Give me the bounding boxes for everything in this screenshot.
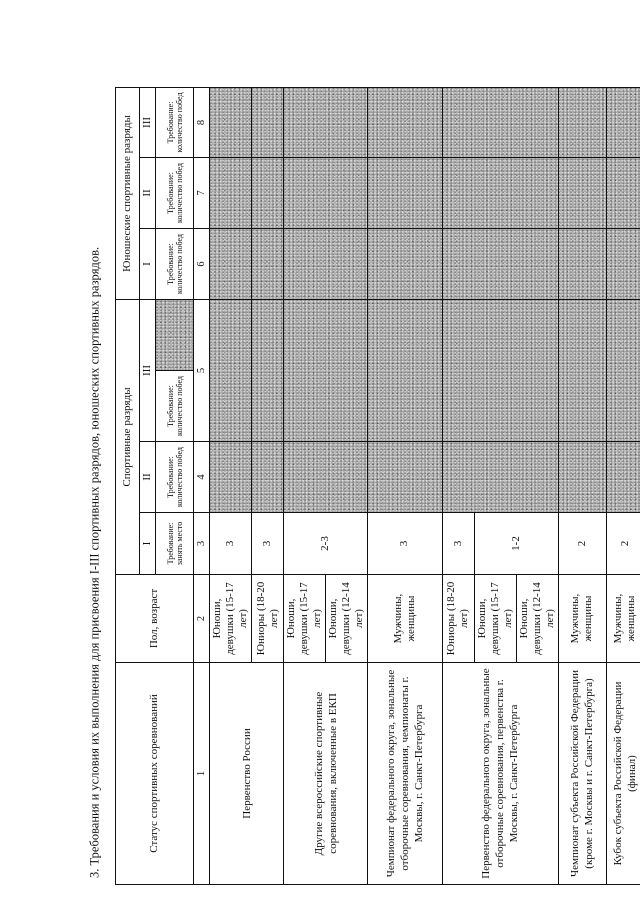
cell-status: Чемпионат федерального округа, зональные отборочные соревнования, чемпионаты г. Москвы, г. Санкт-Петербурга — [368, 663, 442, 885]
cell-status: Чемпионат субъекта Российской Федерации (кроме г. Москвы и г. Санкт-Петербурга) — [558, 663, 606, 885]
header-numbers-row — [194, 87, 210, 884]
cell-sex-age: Юноши, девушки (15-17 лет) — [284, 575, 326, 663]
cell-place: 2 — [558, 513, 606, 575]
cell-shaded — [442, 87, 558, 157]
cell-sex-age: Мужчины, женщины — [606, 575, 640, 663]
cell-shaded — [210, 299, 252, 441]
cell-sex-age: Мужчины, женщины — [558, 575, 606, 663]
cell-shaded — [442, 299, 558, 441]
cell-sex-age: Юноши, девушки (12-14 лет) — [326, 575, 368, 663]
requirements-table — [115, 87, 640, 885]
cell-shaded — [558, 442, 606, 513]
cell-shaded — [442, 442, 558, 513]
cell-sex-age: Юниоры (18-20 лет) — [442, 575, 474, 663]
cell-shaded — [606, 157, 640, 228]
cell-sex-age: Мужчины, женщины — [368, 575, 442, 663]
cell-place: 2 — [606, 513, 640, 575]
cell-shaded — [558, 299, 606, 441]
cell-place: 2-3 — [284, 513, 368, 575]
cell-shaded — [442, 157, 558, 228]
cell-shaded — [252, 228, 284, 299]
header-row-1 — [116, 87, 140, 884]
cell-shaded — [210, 87, 252, 157]
cell-shaded — [606, 442, 640, 513]
cell-shaded — [284, 157, 368, 228]
table-row — [368, 87, 442, 884]
cell-sex-age: Юноши, девушки (12-14 лет) — [516, 575, 558, 663]
cell-status: Другие всероссийские спортивные соревнования, включенные в ЕКП — [284, 663, 368, 885]
header-req-place: Требование: занять место — [156, 513, 194, 575]
cell-sex-age: Юноши, девушки (15-17 лет) — [210, 575, 252, 663]
cell-place: 1-2 — [474, 513, 558, 575]
cell-shaded — [368, 442, 442, 513]
table-row — [284, 87, 326, 884]
table-row — [558, 87, 606, 884]
cell-shaded — [606, 87, 640, 157]
cell-shaded — [442, 228, 558, 299]
header-req-wins-youth1: Требование: количество побед — [156, 228, 194, 299]
cell-shaded — [368, 87, 442, 157]
table-row — [442, 87, 474, 884]
cell-status: Первенство России — [210, 663, 284, 885]
cell-shaded — [558, 157, 606, 228]
cell-sex-age: Юниоры (18-20 лет) — [252, 575, 284, 663]
cell-shaded — [284, 228, 368, 299]
cell-place: 3 — [252, 513, 284, 575]
col-number: 5 — [194, 299, 210, 441]
cell-place: 3 — [442, 513, 474, 575]
header-youth-2: II — [140, 157, 156, 228]
col-number: 4 — [194, 442, 210, 513]
cell-shaded — [368, 228, 442, 299]
header-req-wins-rank2: Требование: количество побед — [156, 442, 194, 513]
col-number: 1 — [194, 663, 210, 885]
header-status: Статус спортивных соревнований — [116, 663, 194, 885]
cell-shaded — [606, 228, 640, 299]
header-youth-1: I — [140, 228, 156, 299]
header-shaded — [156, 299, 194, 370]
col-number: 8 — [194, 87, 210, 157]
cell-shaded — [252, 157, 284, 228]
cell-shaded — [210, 228, 252, 299]
cell-shaded — [606, 299, 640, 441]
header-rank-3: III — [140, 299, 156, 441]
requirements-table-rotated — [115, 88, 640, 885]
col-number: 7 — [194, 157, 210, 228]
cell-sex-age: Юноши, девушки (15-17 лет) — [474, 575, 516, 663]
table-row — [210, 87, 252, 884]
cell-status: Кубок субъекта Российской Федерации (финал) — [606, 663, 640, 885]
cell-shaded — [284, 442, 368, 513]
cell-shaded — [284, 299, 368, 441]
cell-shaded — [252, 299, 284, 441]
col-number: 2 — [194, 575, 210, 663]
header-youth-ranks: Юношеские спортивные разряды — [116, 87, 140, 299]
header-rank-1: I — [140, 513, 156, 575]
cell-shaded — [252, 87, 284, 157]
col-number: 6 — [194, 228, 210, 299]
cell-place: 3 — [210, 513, 252, 575]
header-req-wins-rank3: Требование: количество побед — [156, 371, 194, 442]
section-heading: 3. Требования и условия их выполнения для присвоения I-III спортивных разрядов, юношеских спортивных разрядов. — [87, 246, 102, 878]
header-youth-3: III — [140, 87, 156, 157]
cell-shaded — [210, 442, 252, 513]
cell-status: Первенство федерального округа, зональные отборочные соревнования, первенства г. Москвы, г. Санкт-Петербурга — [442, 663, 558, 885]
table-row — [606, 87, 640, 884]
header-sex-age: Пол, возраст — [116, 575, 194, 663]
cell-shaded — [252, 442, 284, 513]
header-req-wins-youth3: Требование: количество побед — [156, 87, 194, 157]
col-number: 3 — [194, 513, 210, 575]
header-rank-2: II — [140, 442, 156, 513]
cell-shaded — [368, 299, 442, 441]
cell-shaded — [558, 228, 606, 299]
cell-place: 3 — [368, 513, 442, 575]
cell-shaded — [210, 157, 252, 228]
cell-shaded — [284, 87, 368, 157]
cell-shaded — [368, 157, 442, 228]
header-req-wins-youth2: Требование: количество побед — [156, 157, 194, 228]
header-sport-ranks: Спортивные разряды — [116, 299, 140, 574]
requirements-table-container — [115, 88, 640, 885]
cell-shaded — [558, 87, 606, 157]
